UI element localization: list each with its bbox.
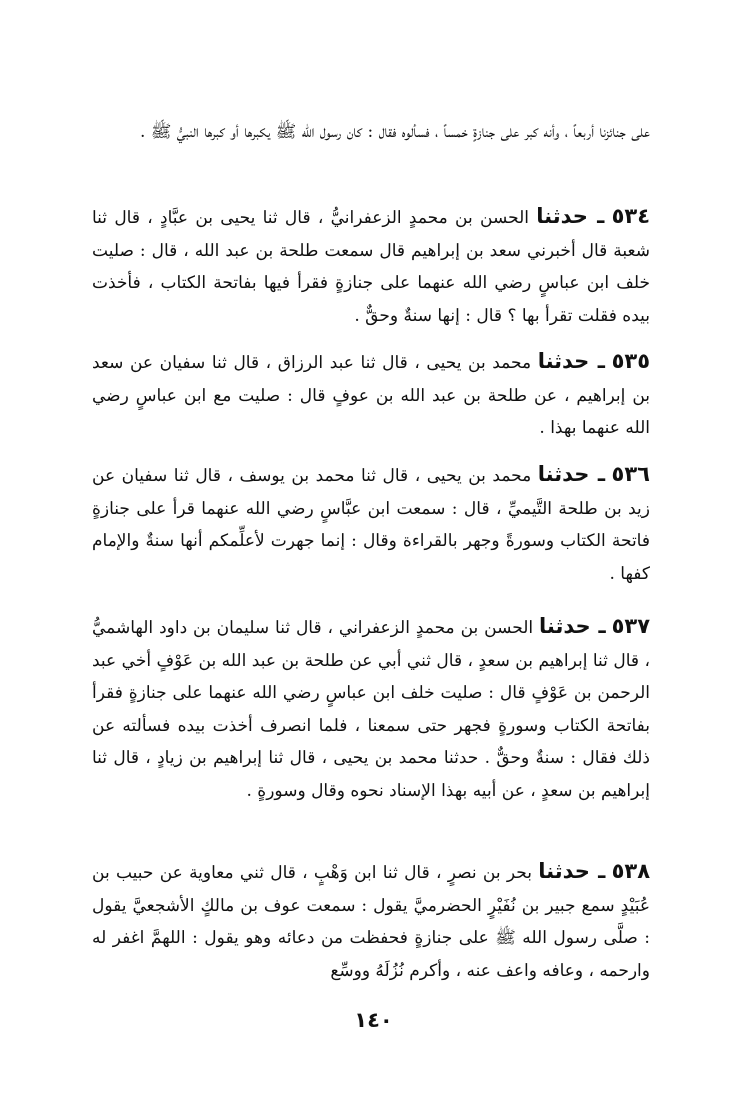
hadith-536 — [92, 458, 650, 590]
hadith-text: محمد بن يحيى ، قال ثنا عبد الرزاق ، قال ثنا سفيان عن سعد بن إبراهيم ، عن طلحة بن عبد الله بن عوفٍ قال : صليت مع ابن عباسٍ رضي الله عنهما بهذا . — [92, 353, 650, 438]
hadith-number: ٥٣٤ — [611, 204, 651, 228]
hadith-538 — [92, 855, 650, 987]
page-number: ١٤٠ — [354, 1008, 393, 1032]
hadith-label-separator: ـ — [589, 349, 605, 373]
hadith-label-separator: ـ — [589, 462, 606, 486]
hadith-number: ٥٣٨ — [611, 859, 651, 883]
hadith-label-separator: ـ — [590, 614, 606, 638]
hadith-label: حدثنا — [537, 349, 590, 373]
hadith-number: ٥٣٧ — [611, 614, 651, 638]
hadith-text: الحسن بن محمدٍ الزعفرانيُّ ، قال ثنا يحيى بن عبَّادٍ ، قال ثنا شعبة قال أخبرني سعد بن إبراهيم قال سمعت طلحة بن عبد الله ، قال : صليت خلف ابن عباسٍ رضي الله عنهما على جنازةٍ فقرأ فيها بفاتحة الكتاب ، فأخذت بيده فقلت تقرأ بها ؟ قال : إنها سنةٌ وحقٌّ . — [92, 208, 650, 326]
hadith-text: محمد بن يحيى ، قال ثنا محمد بن يوسف ، قال ثنا سفيان عن زيد بن طلحة التَّيميِّ ، قال : سمعت ابن عبَّاسٍ رضي الله عنهما قرأ على جنازةٍ فاتحة الكتاب وسورةً وجهر بالقراءة وقال : إنما جهرت لأعلِّمكم أنها سنةٌ والإمام كفها . — [92, 466, 650, 584]
hadith-text: الحسن بن محمدٍ الزعفراني ، قال ثنا سليمان بن داود الهاشميُّ ، قال ثنا إبراهيم بن سعدٍ ، قال ثني أبي عن طلحة بن عبد الله بن عَوْفٍ أخي عبد الرحمن بن عَوْفٍ قال : صليت خلف ابن عباسٍ رضي الله عنهما على جنازةٍ فقرأ بفاتحة الكتاب وسورةٍ فجهر حتى سمعنا ، فلما انصرف أخذت بيده فسألته عن ذلك فقال : سنةٌ وحقٌّ . حدثنا محمد بن يحيى ، قال ثنا إبراهيم بن زيادٍ ، قال ثنا إبراهيم بن سعدٍ ، عن أبيه بهذا الإسناد نحوه وقال وسورةٍ . — [92, 618, 650, 801]
hadith-label: حدثنا — [537, 462, 590, 486]
hadith-label: حدثنا — [539, 614, 591, 638]
hadith-number: ٥٣٦ — [611, 462, 650, 486]
hadith-534 — [92, 200, 650, 332]
hadith-text: بحر بن نصرٍ ، قال ثنا ابن وَهْبٍ ، قال ثني معاوية عن حبيب بن عُبَيْدٍ سمع جبير بن نُفَيْرٍ الحضرميَّ يقول : سمعت عوف بن مالكٍ الأشجعيَّ يقول : صلَّى رسول الله ﷺ على جنازةٍ فحفظت من دعائه وهو يقول : اللهمَّ اغفر له وارحمه ، وعافه واعف عنه ، وأكرم نُزُلَهُ ووسِّع — [92, 863, 650, 981]
hadith-label: حدثنا — [536, 204, 588, 228]
intro-text: على جنائزنا أربعاً ، وأنه كبر على جنازةٍ خمساً ، فسألوه فقال : كان رسول الله ﷺ يكبرها أو كبرها النبيُّ ﷺ . — [140, 122, 650, 142]
hadith-label-separator: ـ — [587, 204, 605, 228]
hadith-537 — [92, 610, 650, 807]
hadith-label: حدثنا — [538, 859, 590, 883]
hadith-label-separator: ـ — [589, 859, 606, 883]
intro-paragraph — [92, 116, 650, 148]
hadith-535 — [92, 345, 650, 445]
hadith-number: ٥٣٥ — [611, 349, 651, 373]
